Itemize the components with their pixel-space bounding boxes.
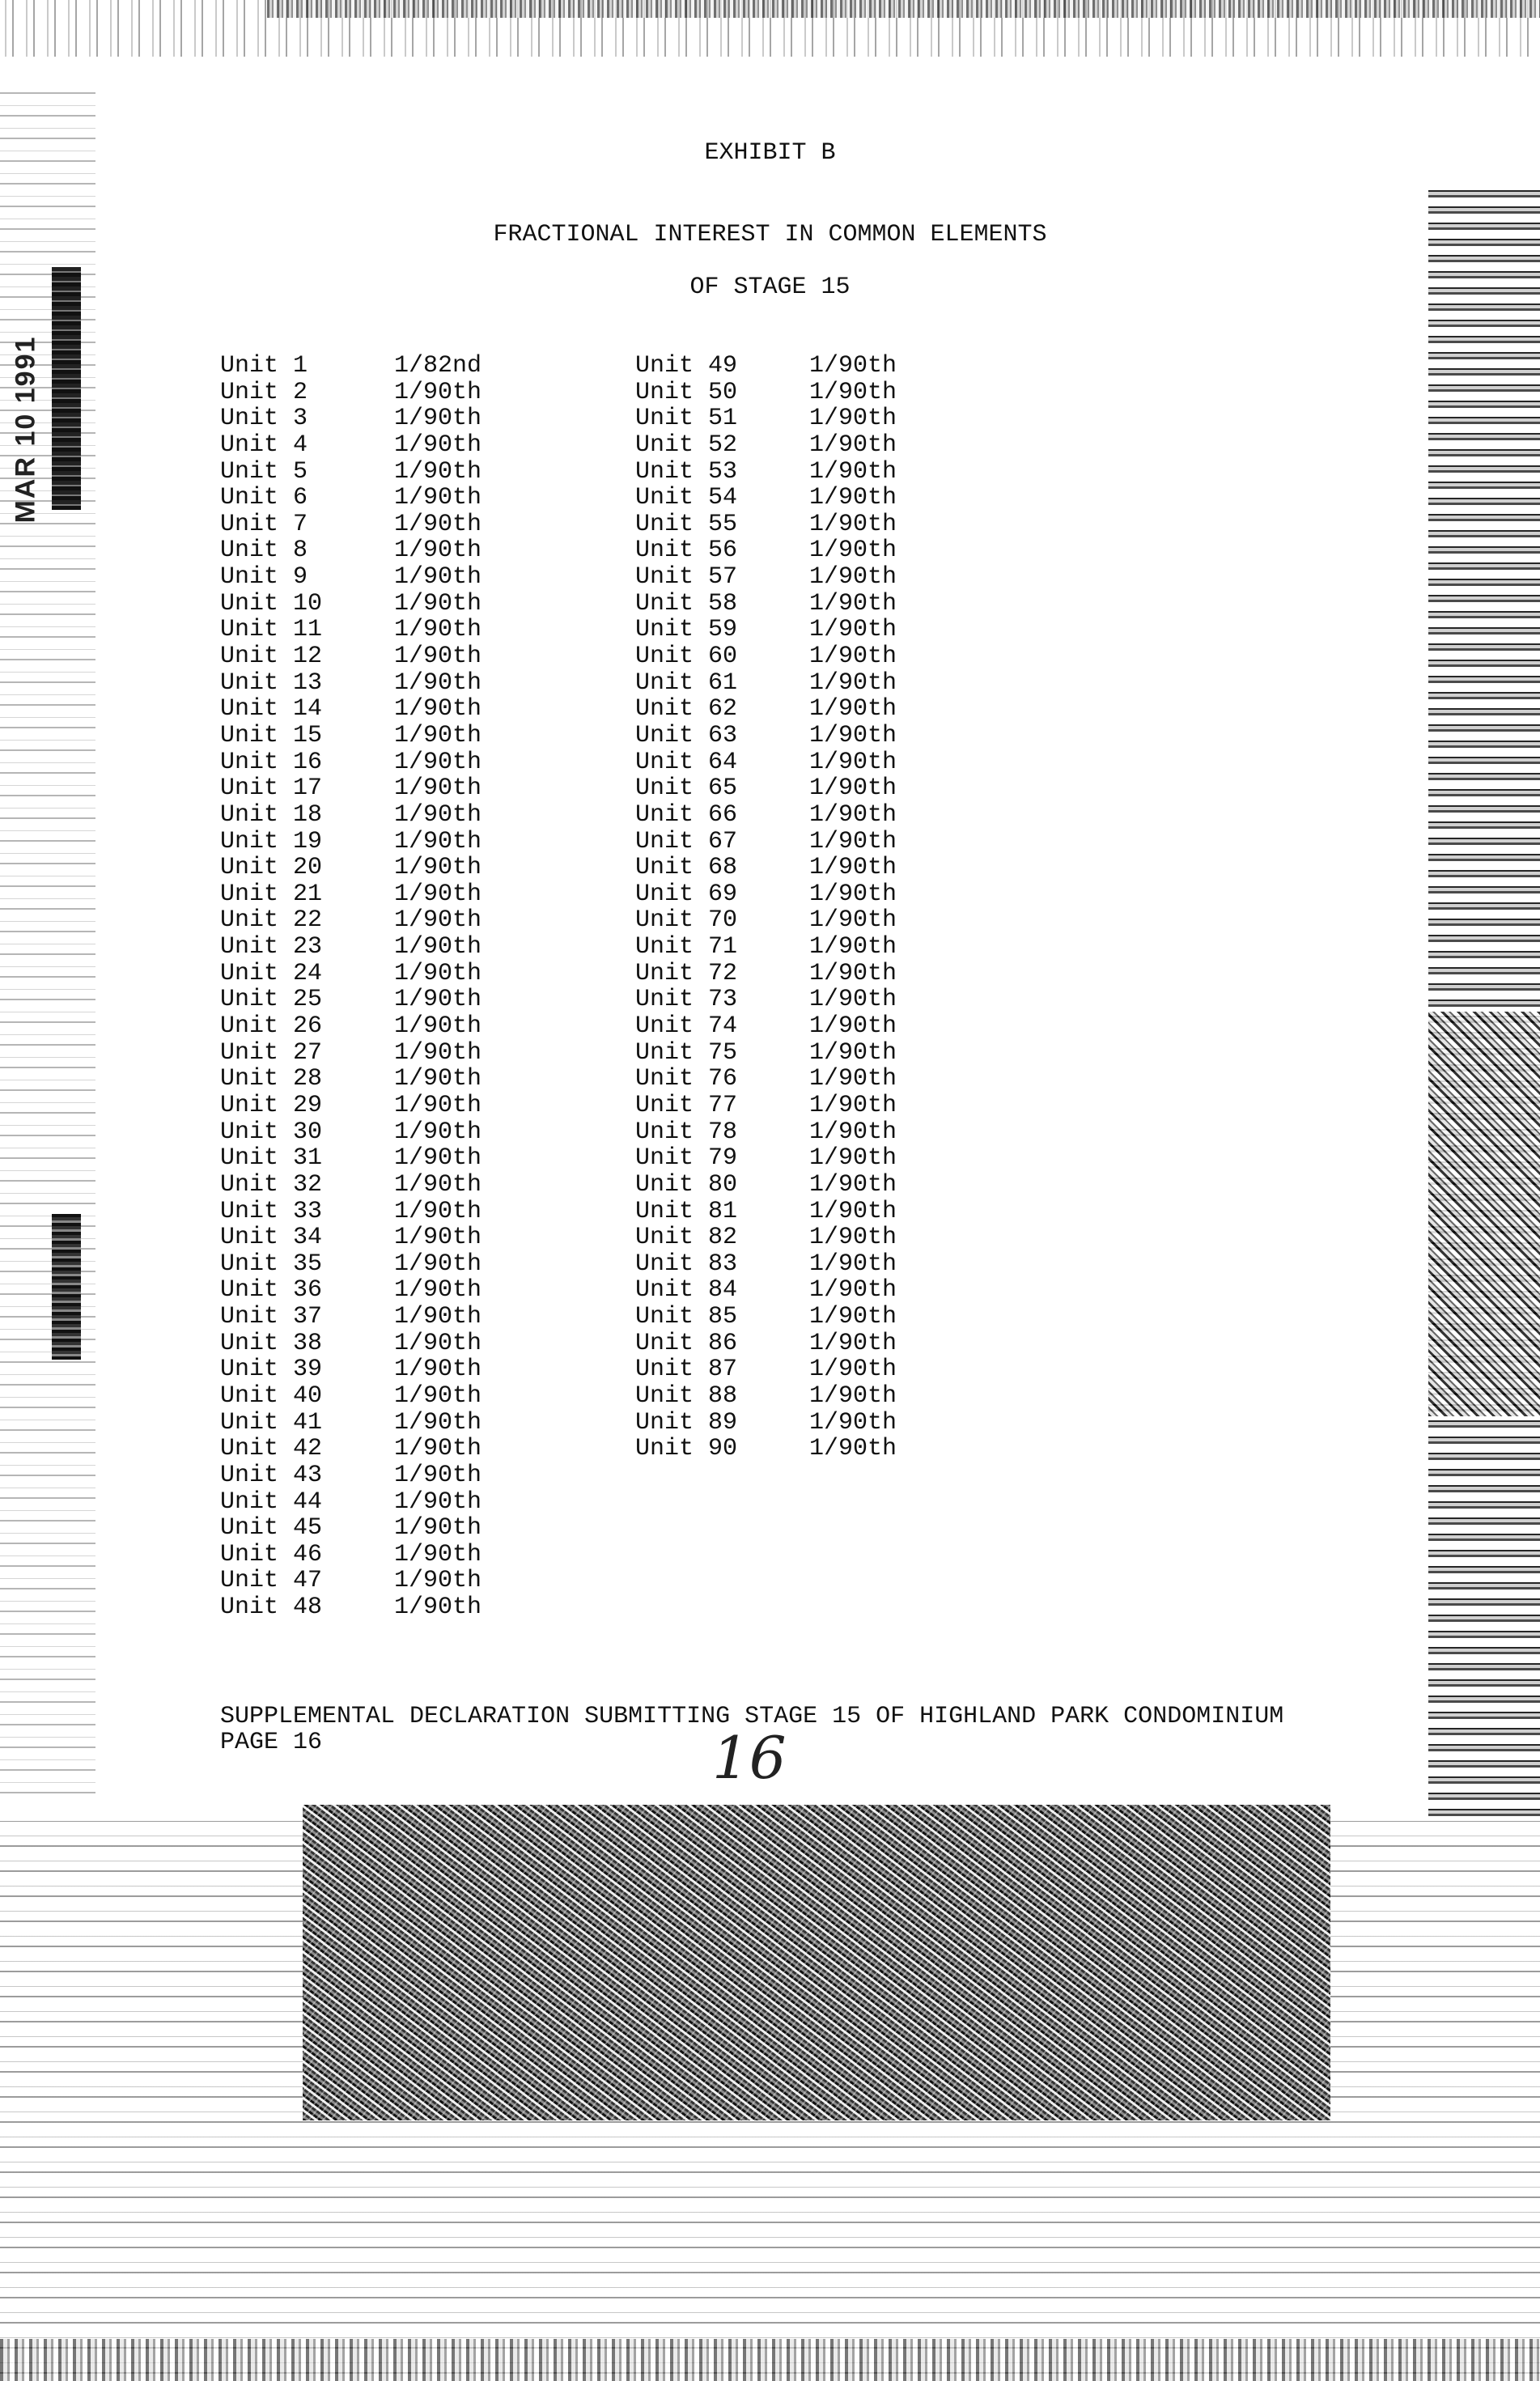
scan-noise-right-blob [1428,1012,1540,1416]
unit-label: Unit 69 [635,880,738,908]
unit-label: Unit 43 [220,1461,323,1489]
unit-label: Unit 25 [220,986,323,1014]
table-row [220,775,524,802]
fractional-share: 1/90th [394,1567,482,1595]
table-row [635,617,939,643]
unit-label: Unit 65 [635,775,738,803]
unit-label: Unit 1 [220,352,308,380]
table-row [635,564,939,591]
unit-label: Unit 67 [635,827,738,855]
table-row [635,1040,939,1067]
unit-label: Unit 53 [635,457,738,486]
fractional-share: 1/90th [809,1381,897,1410]
table-row [220,1093,524,1119]
fractional-share: 1/90th [809,800,897,829]
table-row [635,537,939,564]
unit-label: Unit 20 [220,854,323,882]
fractional-share: 1/90th [394,1303,482,1331]
table-row [220,1040,524,1067]
fractional-share: 1/90th [809,1170,897,1199]
table-row [635,1172,939,1199]
unit-label: Unit 54 [635,484,738,512]
table-row [635,802,939,829]
fractional-share: 1/90th [394,563,482,592]
unit-label: Unit 3 [220,405,308,433]
table-row [635,1066,939,1093]
handwritten-page-number: 16 [712,1724,787,1792]
scan-noise-bottom-edge [0,2339,1540,2381]
unit-label: Unit 12 [220,643,323,671]
table-row [220,1251,524,1278]
fractional-share: 1/90th [809,854,897,882]
unit-label: Unit 34 [220,1224,323,1252]
unit-label: Unit 21 [220,880,323,908]
table-row [220,670,524,697]
fractional-share: 1/90th [394,695,482,724]
unit-label: Unit 57 [635,563,738,592]
unit-label: Unit 86 [635,1329,738,1357]
table-row [635,1277,939,1304]
fractional-share: 1/90th [809,1197,897,1225]
fractional-share: 1/90th [394,1012,482,1041]
fractional-share: 1/90th [809,1250,897,1278]
unit-label: Unit 44 [220,1488,323,1516]
fractional-share: 1/90th [394,933,482,961]
fractional-share: 1/90th [809,1303,897,1331]
unit-label: Unit 30 [220,1118,323,1146]
fractional-share: 1/90th [809,537,897,565]
unit-label: Unit 37 [220,1303,323,1331]
table-row [220,1013,524,1040]
fractional-share: 1/90th [809,880,897,908]
unit-label: Unit 39 [220,1356,323,1384]
table-row [635,1145,939,1172]
unit-label: Unit 80 [635,1170,738,1199]
unit-label: Unit 89 [635,1408,738,1437]
table-row [635,855,939,881]
fractional-share: 1/90th [809,827,897,855]
unit-label: Unit 51 [635,405,738,433]
unit-label: Unit 55 [635,510,738,538]
fractional-share: 1/90th [394,1065,482,1093]
fractional-share: 1/90th [394,1144,482,1173]
fractional-share: 1/90th [394,827,482,855]
scan-noise-right [1428,186,1540,1821]
unit-label: Unit 83 [635,1250,738,1278]
table-row [220,1436,524,1462]
fractional-share: 1/90th [394,1038,482,1067]
table-row [220,380,524,406]
table-row [635,775,939,802]
unit-label: Unit 71 [635,933,738,961]
table-row [220,829,524,855]
fractional-share: 1/90th [809,563,897,592]
unit-label: Unit 8 [220,537,308,565]
fractional-share: 1/90th [809,1038,897,1067]
table-row [220,1224,524,1251]
table-row [635,1251,939,1278]
table-row [635,432,939,459]
fractional-share: 1/90th [809,1224,897,1252]
unit-label: Unit 24 [220,959,323,987]
unit-label: Unit 70 [635,906,738,935]
fractional-share: 1/90th [809,378,897,406]
unit-label: Unit 42 [220,1435,323,1463]
table-row [635,485,939,511]
table-row [635,1410,939,1437]
table-row [220,1515,524,1542]
table-row [220,353,524,380]
fractional-share: 1/90th [809,1118,897,1146]
fractional-share: 1/90th [809,1329,897,1357]
table-row [635,1013,939,1040]
table-row [635,1436,939,1462]
scan-noise-left-bar [52,267,81,510]
exhibit-title: EXHIBIT B [704,139,836,167]
table-row [635,1356,939,1383]
table-row [635,353,939,380]
fractional-share: 1/90th [809,906,897,935]
unit-label: Unit 90 [635,1435,738,1463]
fractional-share: 1/90th [394,1250,482,1278]
fractional-share: 1/90th [809,933,897,961]
fractional-share: 1/90th [809,1012,897,1041]
fractional-share: 1/90th [809,484,897,512]
unit-label: Unit 68 [635,854,738,882]
table-row [635,643,939,670]
table-row [220,1356,524,1383]
unit-label: Unit 27 [220,1038,323,1067]
fractional-share: 1/90th [394,378,482,406]
table-row [220,1568,524,1594]
table-row [220,723,524,749]
fractional-share: 1/90th [394,643,482,671]
unit-label: Unit 17 [220,775,323,803]
table-row [635,591,939,618]
fractional-share: 1/90th [809,959,897,987]
table-row [220,432,524,459]
heading-line-2: OF STAGE 15 [689,274,851,301]
fractional-share: 1/90th [394,986,482,1014]
unit-label: Unit 74 [635,1012,738,1041]
unit-label: Unit 50 [635,378,738,406]
fractional-share: 1/90th [394,1170,482,1199]
fractional-share: 1/90th [394,854,482,882]
table-row [220,1542,524,1568]
table-row [220,459,524,486]
unit-label: Unit 62 [635,695,738,724]
table-row [635,961,939,987]
unit-label: Unit 11 [220,616,323,644]
unit-label: Unit 16 [220,748,323,776]
unit-label: Unit 47 [220,1567,323,1595]
fractional-share: 1/90th [394,668,482,697]
fractional-share: 1/90th [394,537,482,565]
unit-label: Unit 59 [635,616,738,644]
table-row [635,1304,939,1331]
table-row [220,1119,524,1146]
unit-label: Unit 56 [635,537,738,565]
unit-label: Unit 40 [220,1381,323,1410]
unit-label: Unit 84 [635,1276,738,1305]
fractional-share: 1/90th [809,721,897,749]
fractional-share: 1/90th [809,748,897,776]
fractional-share: 1/90th [394,1435,482,1463]
unit-label: Unit 29 [220,1091,323,1119]
fractional-share: 1/90th [809,668,897,697]
unit-label: Unit 48 [220,1594,323,1622]
unit-label: Unit 78 [635,1118,738,1146]
table-row [220,643,524,670]
fractional-share: 1/90th [809,616,897,644]
fractional-share: 1/90th [394,589,482,618]
scan-noise-top-band [267,0,1540,18]
table-row [635,459,939,486]
table-row [220,881,524,908]
unit-label: Unit 79 [635,1144,738,1173]
fractional-share: 1/90th [394,748,482,776]
table-row [635,881,939,908]
unit-label: Unit 5 [220,457,308,486]
table-row [635,1093,939,1119]
unit-label: Unit 19 [220,827,323,855]
unit-label: Unit 36 [220,1276,323,1305]
fractional-share: 1/90th [809,1144,897,1173]
fractional-share: 1/90th [394,510,482,538]
scan-noise-left-bar-lower [52,1214,81,1360]
unit-label: Unit 15 [220,721,323,749]
fractional-share: 1/90th [394,906,482,935]
table-row [220,405,524,432]
recording-stamp [2,324,50,534]
fractional-share: 1/90th [394,775,482,803]
unit-label: Unit 28 [220,1065,323,1093]
units-table-right [635,353,939,1462]
unit-label: Unit 35 [220,1250,323,1278]
unit-label: Unit 88 [635,1381,738,1410]
unit-label: Unit 32 [220,1170,323,1199]
units-table-left [220,353,524,1621]
table-row [220,537,524,564]
unit-label: Unit 73 [635,986,738,1014]
table-row [220,749,524,776]
heading-line-1: FRACTIONAL INTEREST IN COMMON ELEMENTS [493,221,1047,248]
fractional-share: 1/90th [394,1197,482,1225]
unit-label: Unit 58 [635,589,738,618]
footer-declaration-title: SUPPLEMENTAL DECLARATION SUBMITTING STAGE 15 OF HIGHLAND PARK CONDOMINIUM [220,1703,1284,1730]
recording-stamp-text: MAR 10 1991 [10,335,41,523]
unit-label: Unit 33 [220,1197,323,1225]
table-row [220,961,524,987]
unit-label: Unit 82 [635,1224,738,1252]
unit-label: Unit 75 [635,1038,738,1067]
unit-label: Unit 9 [220,563,308,592]
fractional-share: 1/90th [394,1118,482,1146]
fractional-share: 1/90th [394,1461,482,1489]
fractional-share: 1/90th [394,616,482,644]
table-row [635,1331,939,1357]
table-row [635,987,939,1013]
unit-label: Unit 45 [220,1514,323,1543]
table-row [635,1199,939,1225]
unit-label: Unit 2 [220,378,308,406]
table-row [220,802,524,829]
table-row [635,511,939,538]
footer-page-label: PAGE 16 [220,1729,323,1756]
fractional-share: 1/90th [809,405,897,433]
fractional-share: 1/90th [394,457,482,486]
fractional-share: 1/90th [394,1224,482,1252]
table-row [220,907,524,934]
fractional-share: 1/90th [394,1091,482,1119]
fractional-share: 1/90th [394,721,482,749]
table-row [220,617,524,643]
fractional-share: 1/90th [809,986,897,1014]
unit-label: Unit 22 [220,906,323,935]
fractional-share: 1/90th [394,959,482,987]
table-row [220,987,524,1013]
fractional-share: 1/90th [394,1540,482,1568]
unit-label: Unit 87 [635,1356,738,1384]
fractional-share: 1/90th [394,431,482,459]
table-row [635,696,939,723]
unit-label: Unit 38 [220,1329,323,1357]
unit-label: Unit 6 [220,484,308,512]
table-row [635,907,939,934]
unit-label: Unit 85 [635,1303,738,1331]
unit-label: Unit 66 [635,800,738,829]
unit-label: Unit 4 [220,431,308,459]
unit-label: Unit 52 [635,431,738,459]
table-row [220,696,524,723]
table-row [220,934,524,961]
fractional-share: 1/90th [809,1065,897,1093]
unit-label: Unit 60 [635,643,738,671]
fractional-share: 1/90th [394,1356,482,1384]
fractional-share: 1/90th [809,775,897,803]
unit-label: Unit 31 [220,1144,323,1173]
unit-label: Unit 64 [635,748,738,776]
unit-label: Unit 14 [220,695,323,724]
table-row [635,934,939,961]
table-row [635,749,939,776]
fractional-share: 1/90th [809,457,897,486]
fractional-share: 1/90th [809,695,897,724]
unit-label: Unit 49 [635,352,738,380]
unit-label: Unit 63 [635,721,738,749]
table-row [220,485,524,511]
unit-label: Unit 13 [220,668,323,697]
fractional-share: 1/90th [394,1488,482,1516]
fractional-share: 1/90th [394,1381,482,1410]
unit-label: Unit 41 [220,1408,323,1437]
table-row [220,1172,524,1199]
table-row [220,591,524,618]
table-row [220,1331,524,1357]
fractional-share: 1/90th [394,1276,482,1305]
unit-label: Unit 61 [635,668,738,697]
fractional-share: 1/90th [809,1408,897,1437]
table-row [220,1383,524,1410]
table-row [220,564,524,591]
fractional-share: 1/90th [394,1594,482,1622]
fractional-share: 1/90th [809,1276,897,1305]
table-row [635,1224,939,1251]
table-row [220,1594,524,1621]
fractional-share: 1/90th [809,1435,897,1463]
unit-label: Unit 72 [635,959,738,987]
fractional-share: 1/90th [809,643,897,671]
table-row [635,1119,939,1146]
table-row [220,1304,524,1331]
table-row [635,405,939,432]
table-row [220,511,524,538]
table-row [635,829,939,855]
fractional-share: 1/90th [809,352,897,380]
table-row [220,1410,524,1437]
unit-label: Unit 77 [635,1091,738,1119]
fractional-share: 1/90th [394,800,482,829]
scan-noise-block [303,1805,1330,2120]
fractional-share: 1/90th [809,510,897,538]
fractional-share: 1/90th [809,431,897,459]
unit-label: Unit 7 [220,510,308,538]
fractional-share: 1/90th [809,1091,897,1119]
table-row [220,1145,524,1172]
fractional-share: 1/82nd [394,352,482,380]
table-row [635,1383,939,1410]
fractional-share: 1/90th [394,405,482,433]
unit-label: Unit 26 [220,1012,323,1041]
unit-label: Unit 46 [220,1540,323,1568]
table-row [635,670,939,697]
fractional-share: 1/90th [394,880,482,908]
unit-label: Unit 18 [220,800,323,829]
fractional-share: 1/90th [809,1356,897,1384]
unit-label: Unit 10 [220,589,323,618]
fractional-share: 1/90th [809,589,897,618]
unit-label: Unit 81 [635,1197,738,1225]
table-row [220,1462,524,1489]
table-row [635,380,939,406]
table-row [220,1066,524,1093]
table-row [635,723,939,749]
table-row [220,1199,524,1225]
fractional-share: 1/90th [394,1329,482,1357]
fractional-share: 1/90th [394,1408,482,1437]
fractional-share: 1/90th [394,484,482,512]
table-row [220,1489,524,1516]
fractional-share: 1/90th [394,1514,482,1543]
table-row [220,1277,524,1304]
table-row [220,855,524,881]
unit-label: Unit 76 [635,1065,738,1093]
unit-label: Unit 23 [220,933,323,961]
